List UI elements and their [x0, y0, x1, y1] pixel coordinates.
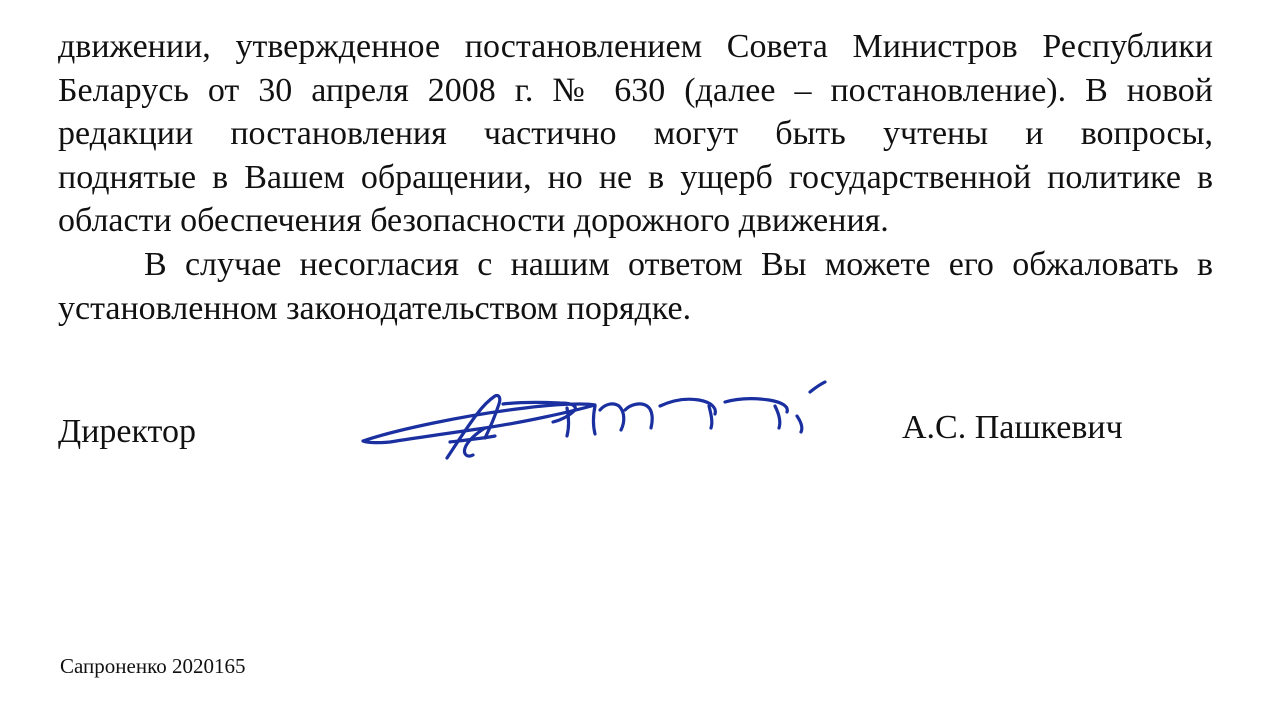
paragraph-2-line: В случае несогласия с нашим ответом Вы можете его обжаловать в: [144, 246, 1213, 283]
executor-note: Сапроненко 2020165: [60, 654, 246, 678]
paragraph-1-line: редакции постановления частично могут быть учтены и вопросы,: [58, 115, 1213, 152]
paragraph-1-line: поднятые в Вашем обращении, но не в ущерб государственной политике в: [58, 158, 1213, 196]
signer-name: А.С. Пашкевич: [902, 409, 1123, 446]
paragraph-1-line: движении, утвержденное постановлением Совета Министров Республики: [58, 28, 1213, 65]
paragraph-1-line: Беларусь от 30 апреля 2008 г. № 630 (далее – постановление). В новой: [58, 71, 1213, 109]
paragraph-1-line: области обеспечения безопасности дорожного движения.: [58, 202, 889, 239]
paragraph-2-line: установленном законодательством порядке.: [58, 289, 692, 327]
handwritten-signature: [355, 370, 865, 470]
position-title: Директор: [58, 413, 196, 450]
